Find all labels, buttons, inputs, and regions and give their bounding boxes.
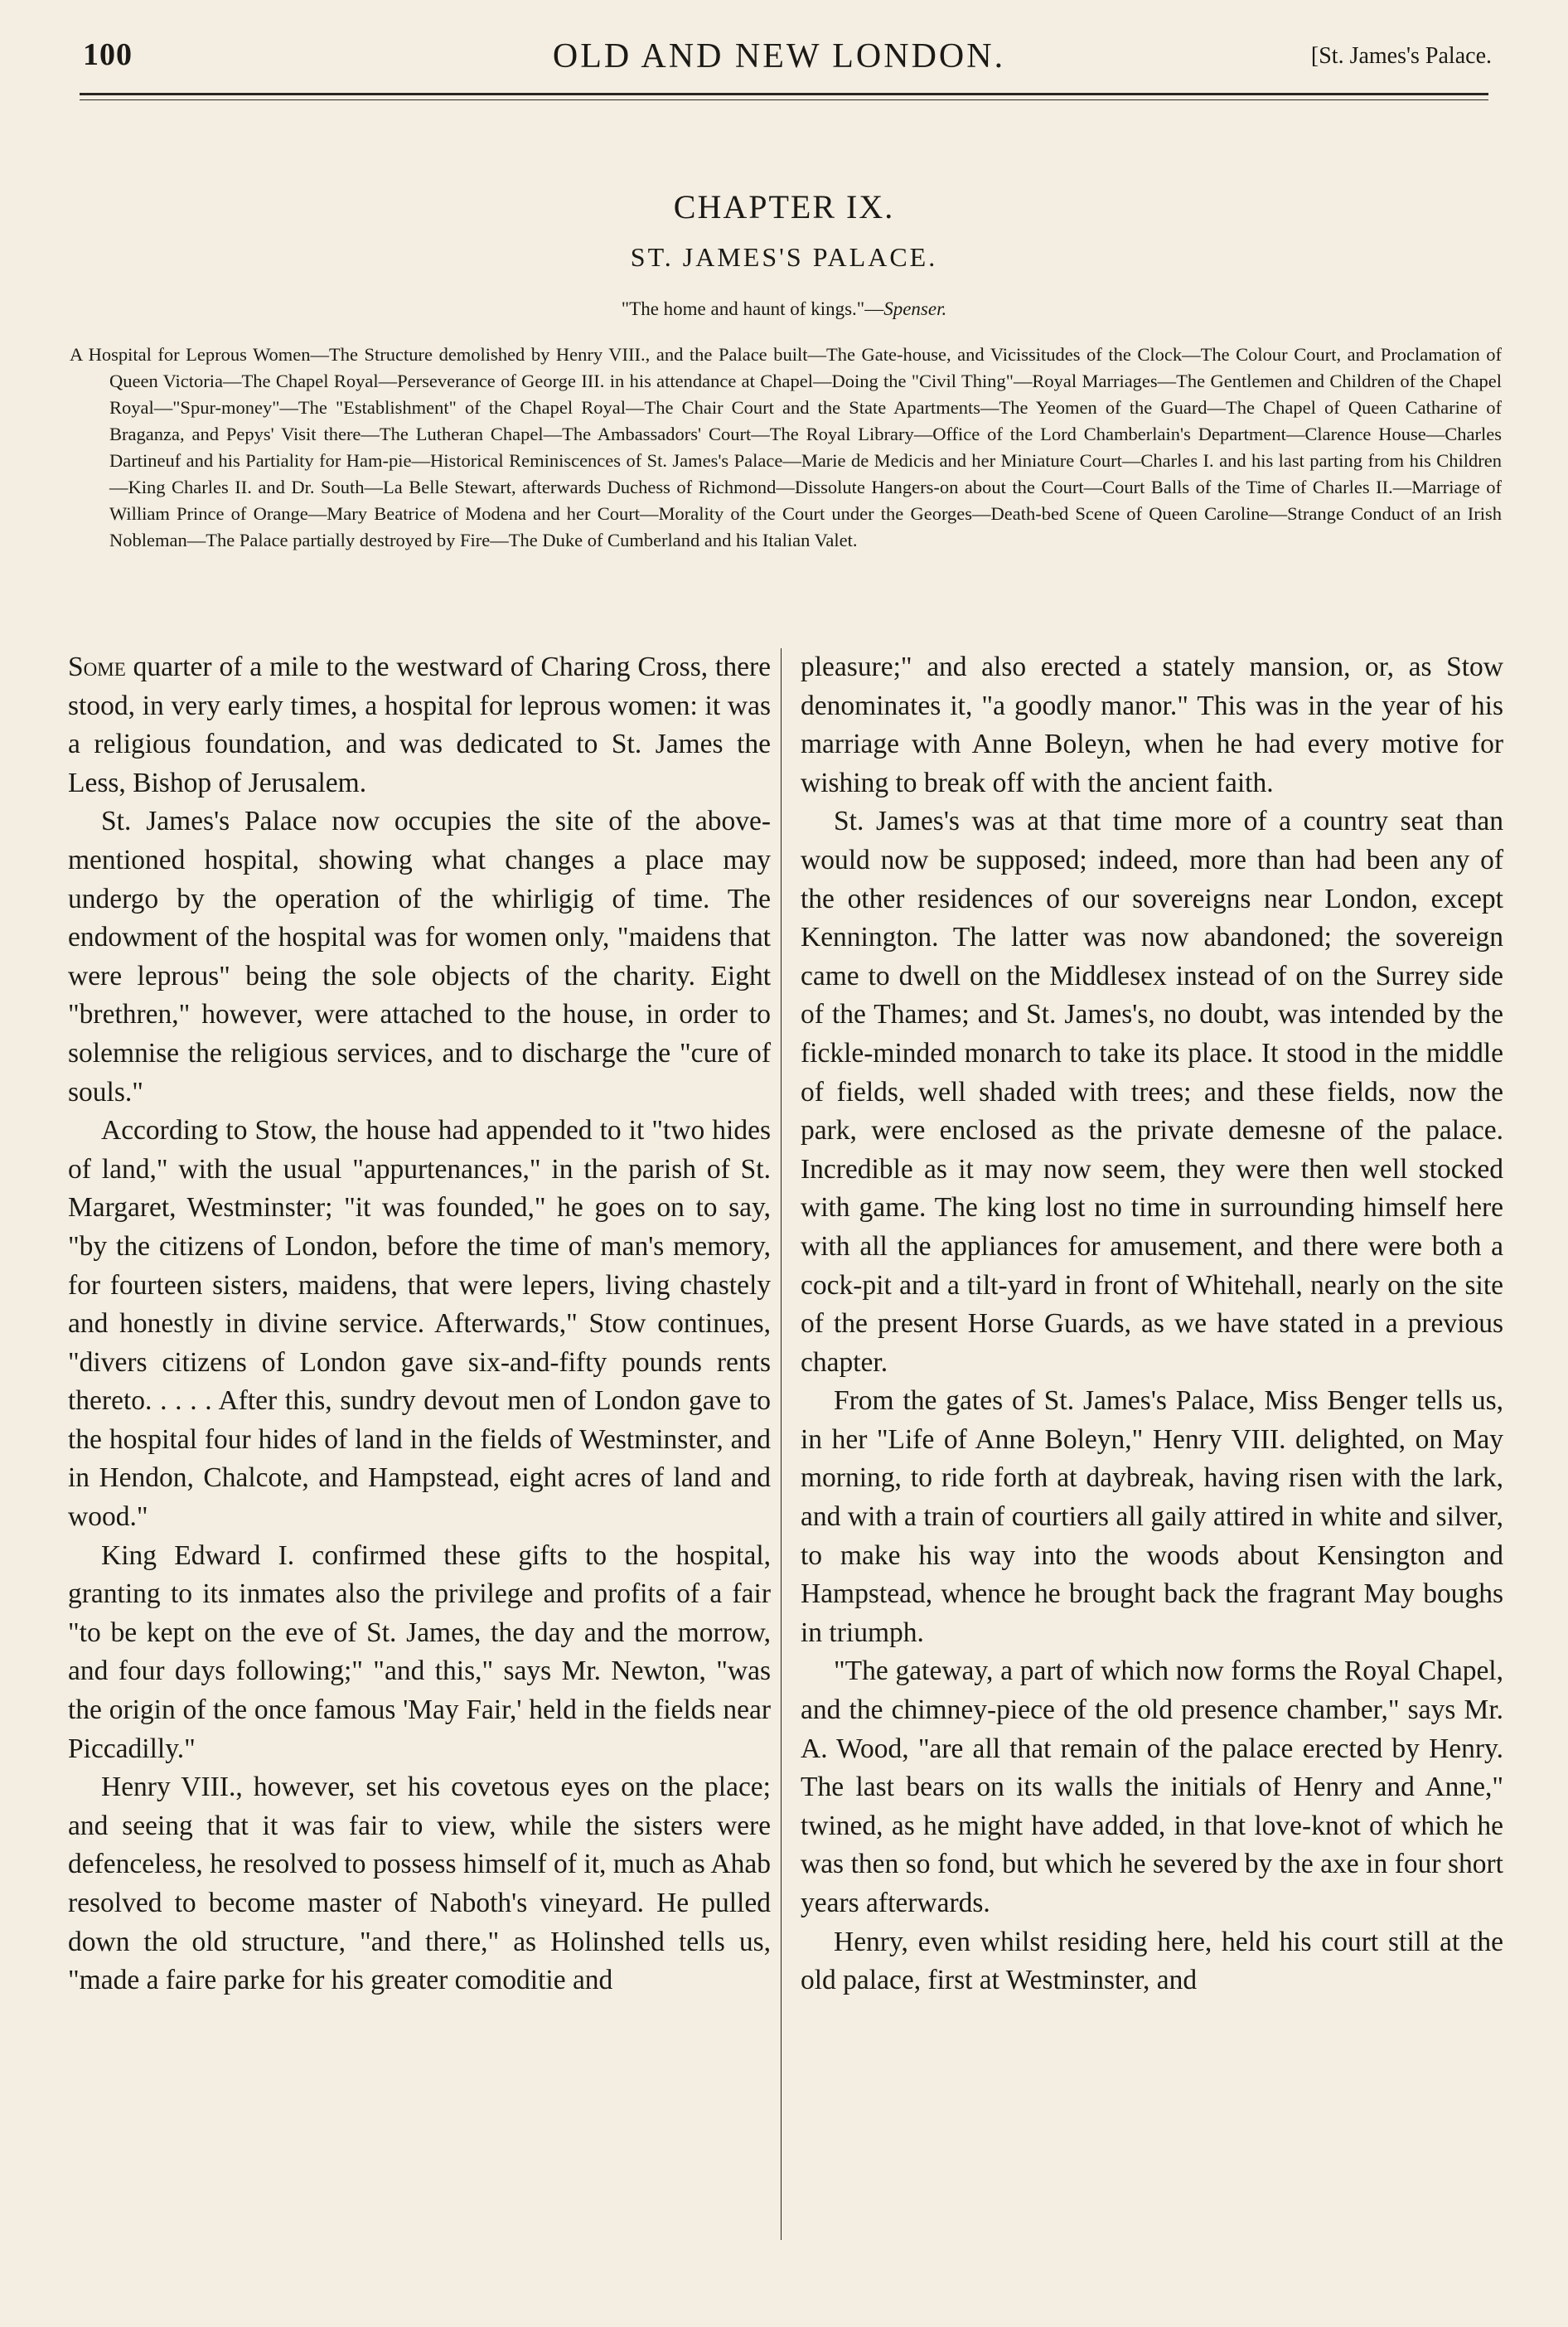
paragraph: Henry, even whilst residing here, held his court still at the old palace, first at Westminster, and bbox=[801, 1926, 1503, 1996]
paragraph: St. James's Palace now occupies the site of the above-mentioned hospital, showing what changes a place may undergo by the operation of the whirligig of time. The endowment of the hospital was for women only, "maidens that were leprous" being the sole objects of the charity. Eight "brethren," however, were attached to the house, in order to solemnise the religious services, and to discharge the "cure of souls." bbox=[68, 806, 771, 1108]
header-rule-thick bbox=[80, 93, 1488, 95]
paragraph: pleasure;" and also erected a stately mansion, or, as Stow denominates it, "a goodly manor." This was in the year of his marriage with Anne Boleyn, when he had every motive for wishing to break off with the ancient faith. bbox=[801, 652, 1503, 798]
right-column bbox=[801, 648, 1503, 2000]
paragraph-text: quarter of a mile to the westward of Charing Cross, there stood, in very early times, a hospital for leprous women: it was a religious foundation, and was dedicated to St. James the Less, Bishop of Jerusalem. bbox=[68, 652, 771, 798]
initial-word: Some bbox=[68, 652, 126, 682]
paragraph: King Edward I. confirmed these gifts to the hospital, granting to its inmates also the privilege and profits of a fair "to be kept on the eve of St. James, the day and the morrow, and four days following;" "and this," says Mr. Newton, "was the origin of the once famous 'May Fair,' held in the fields near Piccadilly." bbox=[68, 1539, 771, 1764]
epigraph-author: Spenser. bbox=[883, 298, 947, 319]
paragraph: "The gateway, a part of which now forms the Royal Chapel, and the chimney-piece of the old presence chamber," says Mr. A. Wood, "are all that remain of the palace erected by Henry. The last bears on its walls the initials of Henry and Anne," twined, as he might have added, in that love-knot of which he was then so fond, but which he severed by the axe in four short years afterwards. bbox=[801, 1656, 1503, 1918]
running-head bbox=[66, 36, 1492, 83]
epigraph bbox=[80, 298, 1488, 320]
chapter-title: ST. JAMES'S PALACE. bbox=[630, 242, 938, 272]
paragraph: Henry VIII., however, set his covetous eyes on the place; and seeing that it was fair to view, while the sisters were defenceless, he resolved to possess himself of it, much as Ahab resolved to become master of Naboth's vineyard. He pulled down the old structure, "and there," as Holinshed tells us, "made a faire parke for his greater comoditie and bbox=[68, 1772, 771, 1996]
epigraph-quote: "The home and haunt of kings."— bbox=[621, 298, 884, 319]
paragraph: St. James's was at that time more of a country seat than would now be supposed; indeed, more than had been any of the other residences of our sovereigns near London, except Kennington. The latter was now abandoned; the sovereign came to dwell on the Middlesex instead of on the Surrey side of the Thames; and St. James's, no doubt, was intended by the fickle-minded monarch to take its place. It stood in the middle of fields, well shaded with trees; and these fields, now the park, were enclosed as the private demesne of the palace. Incredible as it may now seem, they were then well stocked with game. The king lost no time in surrounding himself here with all the appliances for amusement, and there were both a cock-pit and a tilt-yard in front of Whitehall, nearly on the site of the present Horse Guards, as we have stated in a previous chapter. bbox=[801, 806, 1503, 1378]
chapter-number: CHAPTER IX. bbox=[673, 188, 895, 225]
paragraph: According to Stow, the house had appended to it "two hides of land," with the usual "appurtenances," in the parish of St. Margaret, Westminster; "it was founded," he goes on to say, "by the citizens of London, before the time of man's memory, for fourteen sisters, maidens, that were lepers, living chastely and honestly in divine service. Afterwards," Stow continues, "divers citizens of London gave six-and-fifty pounds rents thereto. . . . . After this, sundry devout men of London gave to the hospital four hides of land in the fields of Westminster, and in Hendon, Chalcote, and Hampstead, eight acres of land and wood." bbox=[68, 1115, 771, 1533]
column-rule bbox=[781, 648, 782, 2240]
header-rule-thin bbox=[80, 99, 1488, 100]
book-title: OLD AND NEW LONDON. bbox=[552, 37, 1006, 75]
section-title: [St. James's Palace. bbox=[1310, 43, 1492, 69]
paragraph: From the gates of St. James's Palace, Miss Benger tells us, in her "Life of Anne Boleyn," Henry VIII. delighted, on May morning, to ride forth at daybreak, having risen with the lark, and with a train of courtiers all gaily attired in white and silver, to make his way into the woods about Kensington and Hampstead, whence he brought back the fragrant May boughs in triumph. bbox=[801, 1385, 1503, 1648]
left-column bbox=[68, 648, 771, 2000]
chapter-synopsis: A Hospital for Leprous Women—The Structure demolished by Henry VIII., and the Palace built—The Gate-house, and Vicissitudes of the Clock—The Colour Court, and Proclamation of Queen Victoria—The Chapel Royal—Perseverance of George III. in his attendance at Chapel—Doing the "Civil Thing"—Royal Marriages—The Gentlemen and Children of the Chapel Royal—"Spur-money"—The "Establishment" of the Chapel Royal—The Chair Court and the State Apartments—The Yeomen of the Guard—The Chapel of Queen Catharine of Braganza, and Pepys' Visit there—The Lutheran Chapel—The Ambassadors' Court—The Royal Library—Office of the Lord Chamberlain's Department—Clarence House—Charles Dartineuf and his Partiality for Ham-pie—Historical Reminiscences of St. James's Palace—Marie de Medicis and her Miniature Court—Charles I. and his last parting from his Children—King Charles II. and Dr. South—La Belle Stewart, afterwards Duchess of Richmond—Dissolute Hangers-on about the Court—Court Balls of the Time of Charles II.—Marriage of William Prince of Orange—Mary Beatrice of Modena and her Court—Morality of the Court under the Georges—Death-bed Scene of Queen Caroline—Strange Conduct of an Irish Nobleman—The Palace partially destroyed by Fire—The Duke of Cumberland and his Italian Valet. bbox=[70, 344, 1502, 550]
page-number: 100 bbox=[83, 37, 133, 72]
paragraph bbox=[68, 648, 771, 802]
